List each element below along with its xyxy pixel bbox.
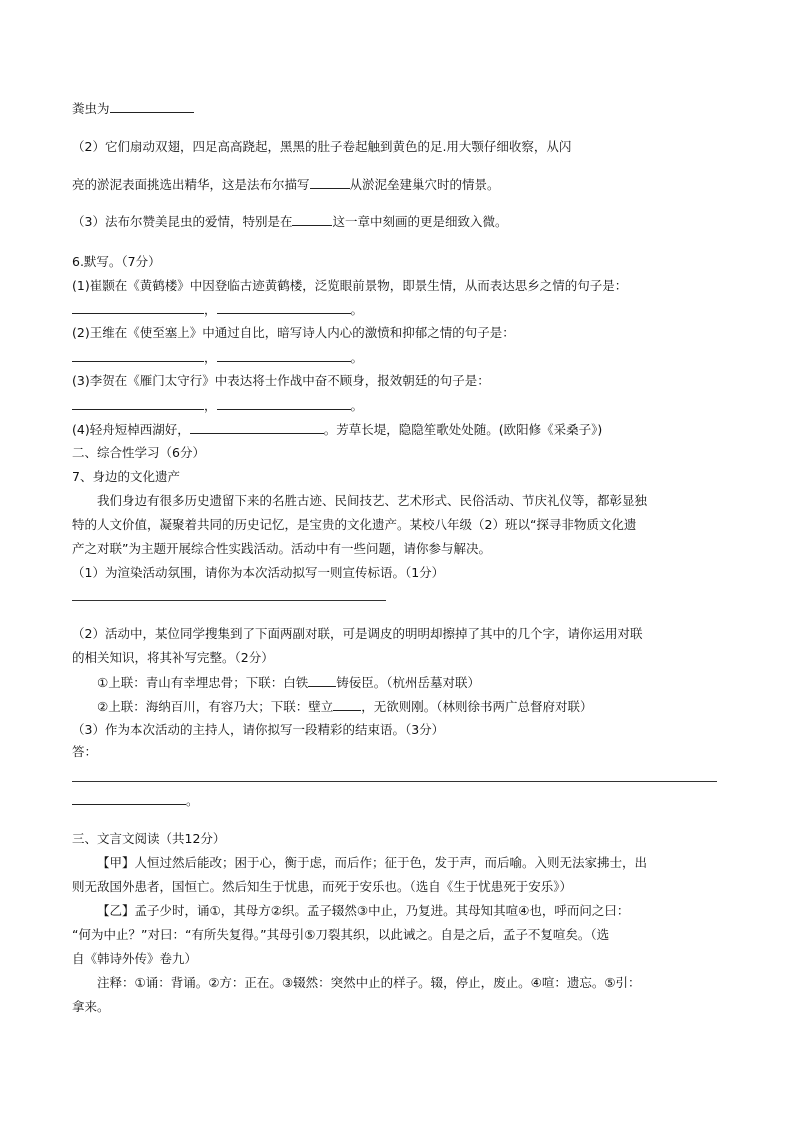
text-jia-line2: 则无敌国外患者，国恒亡。然后知生于忧患，而死于安乐也。（选自《生于忧患死于安乐》） [72, 879, 573, 894]
q6-item3: (3)李贺在《雁门太守行》中表达将士作战中奋不顾身，报效朝廷的句子是： [72, 373, 490, 388]
notes-line2: 拿来。 [72, 999, 110, 1014]
answer-line-end: 。 [72, 791, 199, 810]
q6-title: 6.默写。（7分） [72, 254, 161, 269]
section2-title: 二、综合性学习（6分） [72, 445, 205, 460]
q7-para-line3: 产之对联”为主题开展综合性实践活动。活动中有一些问题，请你参与解决。 [72, 541, 491, 556]
answer-line[interactable] [72, 781, 717, 782]
fill-blank[interactable] [333, 697, 361, 711]
fill-blank[interactable] [72, 348, 204, 362]
q7-item2-line2: 的相关知识，将其补写完整。（2分） [72, 650, 274, 665]
q6-item1-answer: ， 。 [72, 300, 363, 319]
answer-line[interactable] [72, 600, 386, 601]
answer-label: 答： [72, 744, 98, 759]
q6-item2-answer: ， 。 [72, 348, 363, 367]
fill-blank[interactable] [72, 396, 204, 410]
q7-title: 7、身边的文化遗产 [72, 469, 180, 484]
q7-item3: （3）作为本次活动的主持人，请你拟写一段精彩的结束语。（3分） [72, 722, 445, 737]
fill-blank[interactable] [72, 791, 186, 805]
q7-para-line1: 我们身边有很多历史遗留下来的名胜古迹、民间技艺、艺术形式、民俗活动、节庆礼仪等，都彰显独 [97, 493, 648, 508]
fill-blank[interactable] [72, 300, 204, 314]
fill-blank[interactable] [217, 348, 351, 362]
q7-item2-line1: （2）活动中，某位同学搜集到了下面两副对联，可是调皮的明明却擦掉了其中的几个字，请你运用对联 [72, 626, 643, 641]
q6-item1: (1)崔颢在《黄鹤楼》中因登临古迹黄鹤楼，泛览眼前景物，即景生情，从而表达思乡之情的句子是： [72, 278, 628, 293]
notes-line1: 注释：①诵：背诵。②方：正在。③辍然：突然中止的样子。辍，停止，废止。④喧：遗忘。⑤引： [97, 975, 641, 990]
couplet-2: ②上联：海纳百川，有容乃大；下联：壁立 ，无欲则刚。（林则徐书两广总督府对联） [97, 699, 593, 714]
q5-item3: （3）法布尔赞美昆虫的爱情，特别是在 这一章中刻画的更是细致入微。 [72, 214, 508, 229]
q6-item2: (2)王维在《使至塞上》中通过自比，暗写诗人内心的激愤和抑郁之情的句子是： [72, 325, 515, 340]
q6-item4: (4)轻舟短棹西湖好， 。芳草长堤，隐隐笙歌处处随。(欧阳修《采桑子》) [72, 422, 603, 437]
q5-item2-line1: （2）它们扇动双翅，四足高高跷起，黑黑的肚子卷起触到黄色的足.用大颚仔细收察，从闪 [72, 139, 572, 154]
fill-blank[interactable] [217, 300, 351, 314]
text-yi-line3: 自《韩诗外传》卷九） [72, 951, 198, 966]
couplet-1: ①上联：青山有幸埋忠骨；下联：白铁 铸佞臣。（杭州岳墓对联） [97, 675, 480, 690]
q5-item2-line2: 亮的淤泥表面挑选出精华，这是法布尔描写 从淤泥垒建巢穴时的情景。 [72, 177, 500, 192]
q6-item3-answer: ， 。 [72, 396, 363, 415]
section3-title: 三、文言文阅读（共12分） [72, 831, 226, 846]
fill-blank[interactable] [310, 175, 350, 189]
fill-blank[interactable] [110, 99, 194, 113]
q5-line1: 粪虫为 [72, 99, 194, 118]
fill-blank[interactable] [190, 420, 324, 434]
q7-para-line2: 特的人文价值，凝聚着共同的历史记忆，是宝贵的文化遗产。某校八年级（2）班以“探寻非物质文化遗 [72, 517, 637, 532]
fill-blank[interactable] [308, 673, 336, 687]
fill-blank[interactable] [292, 212, 332, 226]
q7-item1: （1）为渲染活动氛围，请你为本次活动拟写一则宣传标语。（1分） [72, 565, 445, 580]
fill-blank[interactable] [217, 396, 351, 410]
text-jia-line1: 【甲】人恒过然后能改；困于心，衡于虑，而后作；征于色，发于声，而后喻。入则无法家拂士，出 [97, 855, 648, 870]
text-yi-line1: 【乙】孟子少时，诵①，其母方②织。孟子辍然③中止，乃复进。其母知其喧④也，呼而问之曰： [97, 903, 630, 918]
text-yi-line2: “何为中止？”对曰：“有所失复得。”其母引⑤刀裂其织，以此诫之。自是之后，孟子不复喧矣。（选 [72, 927, 610, 942]
